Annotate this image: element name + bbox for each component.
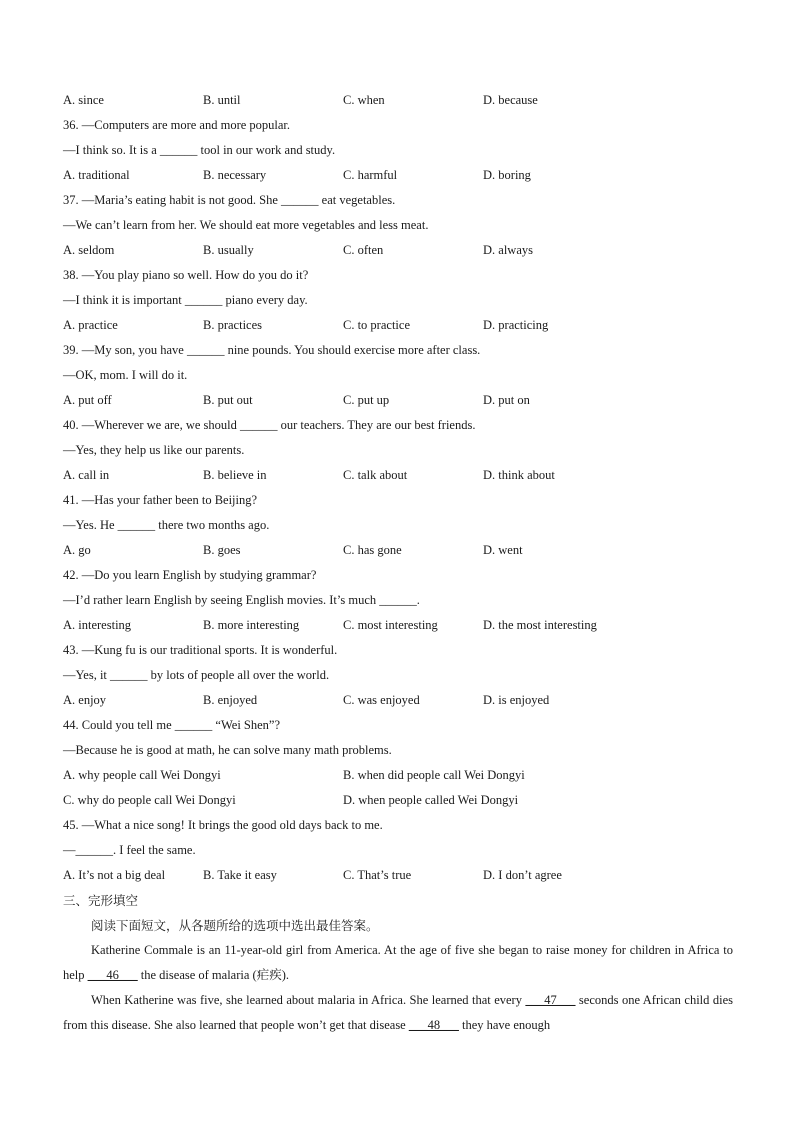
option-a: A. enjoy bbox=[63, 693, 107, 707]
option-d: D. went bbox=[483, 543, 523, 557]
q44-question: 44. Could you tell me ______ “Wei Shen”? bbox=[63, 718, 281, 732]
option-d: D. when people called Wei Dongyi bbox=[343, 793, 519, 807]
blank-46: ___46___ bbox=[87, 968, 138, 982]
page-content bbox=[63, 88, 733, 1038]
q43-reply: —Yes, it ______ by lots of people all over the world. bbox=[63, 668, 330, 682]
option-b: B. put out bbox=[203, 393, 253, 407]
q41-question: 41. —Has your father been to Beijing? bbox=[63, 493, 258, 507]
q35-options bbox=[63, 88, 733, 113]
passage-text: When Katherine was five, she learned about malaria in Africa. She learned that every bbox=[91, 993, 526, 1007]
q38-options bbox=[63, 313, 733, 338]
q45-question: 45. —What a nice song! It brings the good old days back to me. bbox=[63, 818, 383, 832]
blank-48: ___48___ bbox=[408, 1018, 459, 1032]
option-d: D. I don’t agree bbox=[483, 868, 562, 882]
q42-options bbox=[63, 613, 733, 638]
q41-options bbox=[63, 538, 733, 563]
option-d: D. put on bbox=[483, 393, 530, 407]
option-c: C. why do people call Wei Dongyi bbox=[63, 793, 236, 807]
option-c: C. to practice bbox=[343, 318, 410, 332]
q37-question: 37. —Maria’s eating habit is not good. She ______ eat vegetables. bbox=[63, 193, 396, 207]
q37-reply: —We can’t learn from her. We should eat more vegetables and less meat. bbox=[63, 218, 429, 232]
q45-reply: —______. I feel the same. bbox=[63, 843, 196, 857]
option-a: A. practice bbox=[63, 318, 118, 332]
q40-reply: —Yes, they help us like our parents. bbox=[63, 443, 245, 457]
option-c: C. That’s true bbox=[343, 868, 412, 882]
option-a: A. seldom bbox=[63, 243, 115, 257]
option-c: C. put up bbox=[343, 393, 390, 407]
option-a: A. traditional bbox=[63, 168, 130, 182]
q44-options-row2 bbox=[63, 788, 733, 813]
passage-text: they have enough bbox=[458, 1018, 551, 1032]
q43-question: 43. —Kung fu is our traditional sports. It is wonderful. bbox=[63, 643, 338, 657]
option-c: C. harmful bbox=[343, 168, 398, 182]
q42-question: 42. —Do you learn English by studying grammar? bbox=[63, 568, 317, 582]
option-d: D. think about bbox=[483, 468, 555, 482]
q36-reply: —I think so. It is a ______ tool in our work and study. bbox=[63, 143, 336, 157]
option-b: B. when did people call Wei Dongyi bbox=[343, 768, 525, 782]
option-a: A. interesting bbox=[63, 618, 132, 632]
q41-reply: —Yes. He ______ there two months ago. bbox=[63, 518, 270, 532]
section-instruction: 阅读下面短文，从各题所给的选项中选出最佳答案。 bbox=[91, 918, 379, 933]
option-d: D. boring bbox=[483, 168, 531, 182]
option-a: A. go bbox=[63, 543, 91, 557]
option-b: B. Take it easy bbox=[203, 868, 277, 882]
option-d: D. practicing bbox=[483, 318, 549, 332]
q40-options bbox=[63, 463, 733, 488]
passage-text: seconds one African child dies from this disease. She also learned that people won’t get that disease bbox=[63, 993, 733, 1032]
q40-question: 40. —Wherever we are, we should ______ our teachers. They are our best friends. bbox=[63, 418, 476, 432]
option-a: A. why people call Wei Dongyi bbox=[63, 768, 221, 782]
option-d: D. always bbox=[483, 243, 533, 257]
option-b: B. usually bbox=[203, 243, 254, 257]
option-c: C. talk about bbox=[343, 468, 408, 482]
option-b: B. until bbox=[203, 93, 241, 107]
option-d: D. the most interesting bbox=[483, 618, 597, 632]
option-a: A. call in bbox=[63, 468, 110, 482]
option-b: B. necessary bbox=[203, 168, 267, 182]
option-d: D. is enjoyed bbox=[483, 693, 550, 707]
option-b: B. practices bbox=[203, 318, 263, 332]
section-title: 三、完形填空 bbox=[63, 893, 139, 908]
option-b: B. believe in bbox=[203, 468, 267, 482]
passage-paragraph-2 bbox=[63, 988, 733, 1038]
q39-reply: —OK, mom. I will do it. bbox=[63, 368, 188, 382]
option-c: C. was enjoyed bbox=[343, 693, 420, 707]
option-c: C. most interesting bbox=[343, 618, 438, 632]
q44-reply: —Because he is good at math, he can solve many math problems. bbox=[63, 743, 392, 757]
q45-options bbox=[63, 863, 733, 888]
option-b: B. more interesting bbox=[203, 618, 300, 632]
option-a: A. since bbox=[63, 93, 104, 107]
q42-reply: —I’d rather learn English by seeing English movies. It’s much ______. bbox=[63, 593, 420, 607]
q38-question: 38. —You play piano so well. How do you do it? bbox=[63, 268, 309, 282]
q36-question: 36. —Computers are more and more popular. bbox=[63, 118, 291, 132]
q44-options-row1 bbox=[63, 763, 733, 788]
option-d: D. because bbox=[483, 93, 538, 107]
option-a: A. put off bbox=[63, 393, 112, 407]
q43-options bbox=[63, 688, 733, 713]
q39-options bbox=[63, 388, 733, 413]
option-c: C. often bbox=[343, 243, 384, 257]
passage-paragraph-1 bbox=[63, 938, 733, 988]
option-c: C. when bbox=[343, 93, 385, 107]
option-a: A. It’s not a big deal bbox=[63, 868, 166, 882]
q36-options bbox=[63, 163, 733, 188]
q37-options bbox=[63, 238, 733, 263]
option-b: B. enjoyed bbox=[203, 693, 258, 707]
q39-question: 39. —My son, you have ______ nine pounds. You should exercise more after class. bbox=[63, 343, 481, 357]
passage-text: the disease of malaria (疟疾). bbox=[137, 968, 289, 982]
option-c: C. has gone bbox=[343, 543, 402, 557]
blank-47: ___47___ bbox=[525, 993, 576, 1007]
q38-reply: —I think it is important ______ piano every day. bbox=[63, 293, 308, 307]
passage-text: Katherine Commale is an 11-year-old girl from America. At the age of five she began to raise money for children in Africa to help bbox=[63, 943, 733, 982]
option-b: B. goes bbox=[203, 543, 241, 557]
